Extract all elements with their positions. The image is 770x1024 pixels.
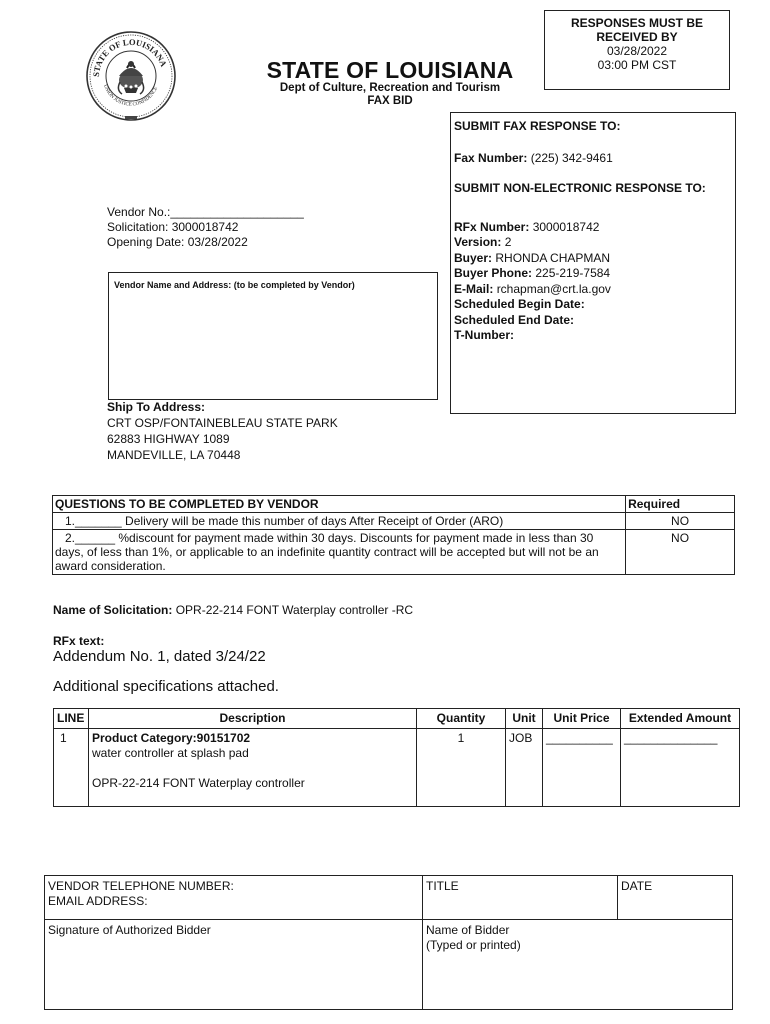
vendor-info [107, 205, 304, 250]
extended-amount-field[interactable]: ______________ [621, 729, 740, 807]
signature-row-bottom [45, 920, 733, 1010]
line-unit: JOB [506, 729, 543, 807]
buyer-phone-value: 225-219-7584 [535, 266, 611, 280]
col-header-line: LINE [54, 709, 89, 729]
opening-date: Opening Date: 03/28/2022 [107, 235, 248, 249]
solicitation-name [53, 603, 413, 617]
bidder-name-field[interactable] [423, 920, 733, 1010]
version-label: Version: [454, 235, 502, 249]
line-items-header-row [54, 709, 740, 729]
fax-number-row [454, 151, 732, 167]
col-header-unit-price: Unit Price [543, 709, 621, 729]
fax-number-label: Fax Number: [454, 150, 528, 165]
solicitation-name-value: OPR-22-214 FONT Waterplay controller -RC [175, 603, 414, 617]
vendor-contact-field[interactable] [45, 876, 423, 920]
line-number: 1 [54, 729, 89, 807]
seal-motto: UNION JUSTICE CONFIDENCE [102, 83, 160, 108]
required-header: Required [626, 496, 735, 513]
fax-number-value: (225) 342-9461 [530, 150, 613, 165]
buyer-phone-row [454, 266, 732, 282]
description-line1: water controller at splash pad [92, 746, 249, 760]
bid-type: FAX BID [367, 95, 413, 107]
bidder-name-sublabel: (Typed or printed) [426, 938, 521, 952]
vendor-name-address-field[interactable] [108, 272, 438, 400]
deadline-time: 03:00 PM CST [597, 58, 677, 72]
col-header-extended-amount: Extended Amount [621, 709, 740, 729]
t-number-label: T-Number: [454, 328, 514, 342]
deadline-date: 03/28/2022 [606, 44, 668, 58]
description-line2: OPR-22-214 FONT Waterplay controller [92, 776, 305, 790]
signature-label: Signature of Authorized Bidder [48, 923, 211, 937]
question-row [53, 530, 735, 575]
solicitation-name-label: Name of Solicitation: [53, 603, 173, 617]
rfx-text-label: RFx text: [53, 634, 105, 648]
signature-field[interactable] [45, 920, 423, 1010]
line-items-table [53, 708, 740, 807]
col-header-quantity: Quantity [417, 709, 506, 729]
line-quantity: 1 [417, 729, 506, 807]
ship-to-label: Ship To Address: [107, 400, 206, 414]
signature-row-top [45, 876, 733, 920]
email-link[interactable]: rchapman@crt.la.gov [496, 281, 611, 296]
scheduled-end-date-label: Scheduled End Date: [454, 312, 575, 327]
department-name: Dept of Culture, Recreation and Tourism [279, 82, 501, 94]
additional-specs-text: Additional specifications attached. [53, 678, 279, 695]
nonelectronic-response-heading: SUBMIT NON-ELECTRONIC RESPONSE TO: [454, 181, 706, 195]
email-label: E-Mail: [454, 281, 494, 296]
scheduled-begin-date-label: Scheduled Begin Date: [454, 297, 585, 311]
rfx-number-value: 3000018742 [532, 219, 600, 234]
col-header-description: Description [89, 709, 417, 729]
signature-table [44, 875, 733, 1010]
buyer-label: Buyer: [454, 250, 493, 265]
fax-response-heading: SUBMIT FAX RESPONSE TO: [454, 119, 621, 133]
ship-to-line1: CRT OSP/FONTAINEBLEAU STATE PARK [107, 416, 338, 430]
vendor-telephone-label: VENDOR TELEPHONE NUMBER: [48, 879, 234, 893]
page-title: STATE OF LOUISIANA [266, 57, 514, 83]
response-deadline-box [544, 10, 730, 90]
question-1-text[interactable]: 1._______ Delivery will be made this number of days After Receipt of Order (ARO) [53, 513, 626, 530]
title-field[interactable] [423, 876, 618, 920]
date-field[interactable] [618, 876, 733, 920]
product-category: Product Category:90151702 [92, 731, 251, 745]
question-2-required: NO [626, 530, 735, 575]
buyer-value: RHONDA CHAPMAN [495, 250, 611, 265]
version-value: 2 [504, 235, 512, 249]
addendum-text: Addendum No. 1, dated 3/24/22 [53, 648, 266, 665]
line-description [89, 729, 417, 807]
email-address-label: EMAIL ADDRESS: [48, 894, 148, 908]
unit-price-field[interactable]: __________ [543, 729, 621, 807]
buyer-phone-label: Buyer Phone: [454, 266, 533, 280]
solicitation-number: Solicitation: 3000018742 [107, 220, 239, 234]
date-label: DATE [621, 879, 653, 893]
questions-header: QUESTIONS TO BE COMPLETED BY VENDOR [53, 496, 626, 513]
col-header-unit: Unit [506, 709, 543, 729]
question-2-text[interactable]: 2.______ %discount for payment made within 30 days. Discounts for payment made in less than 30 days, of less than 1%, or applicable to an indefinite quantity contract will be accepted but will not be an award consideration. [53, 530, 626, 575]
ship-to-line2: 62883 HIGHWAY 1089 [107, 432, 230, 446]
questions-header-row [53, 496, 735, 513]
vendor-questions-table [52, 495, 735, 575]
seal-text: STATE OF LOUISIANA [90, 36, 170, 78]
vendor-number[interactable]: Vendor No.:____________________ [107, 205, 304, 219]
email-row [454, 282, 732, 298]
bidder-name-label: Name of Bidder [426, 923, 510, 937]
table-row [54, 729, 740, 807]
title-block [255, 58, 525, 108]
deadline-line1: RESPONSES MUST BE [570, 16, 704, 30]
vendor-name-address-label: Vendor Name and Address: (to be completed by Vendor) [114, 280, 355, 290]
buyer-row [454, 251, 732, 267]
ship-to-address [107, 399, 338, 463]
rfx-number-label: RFx Number: [454, 219, 530, 234]
version-row [454, 235, 732, 251]
title-label: TITLE [426, 879, 459, 893]
question-row [53, 513, 735, 530]
deadline-line2: RECEIVED BY [596, 30, 678, 44]
rfx-number-row [454, 220, 732, 236]
submit-response-box [450, 112, 736, 414]
state-seal [82, 30, 180, 122]
question-1-required: NO [626, 513, 735, 530]
ship-to-line3: MANDEVILLE, LA 70448 [107, 448, 241, 462]
